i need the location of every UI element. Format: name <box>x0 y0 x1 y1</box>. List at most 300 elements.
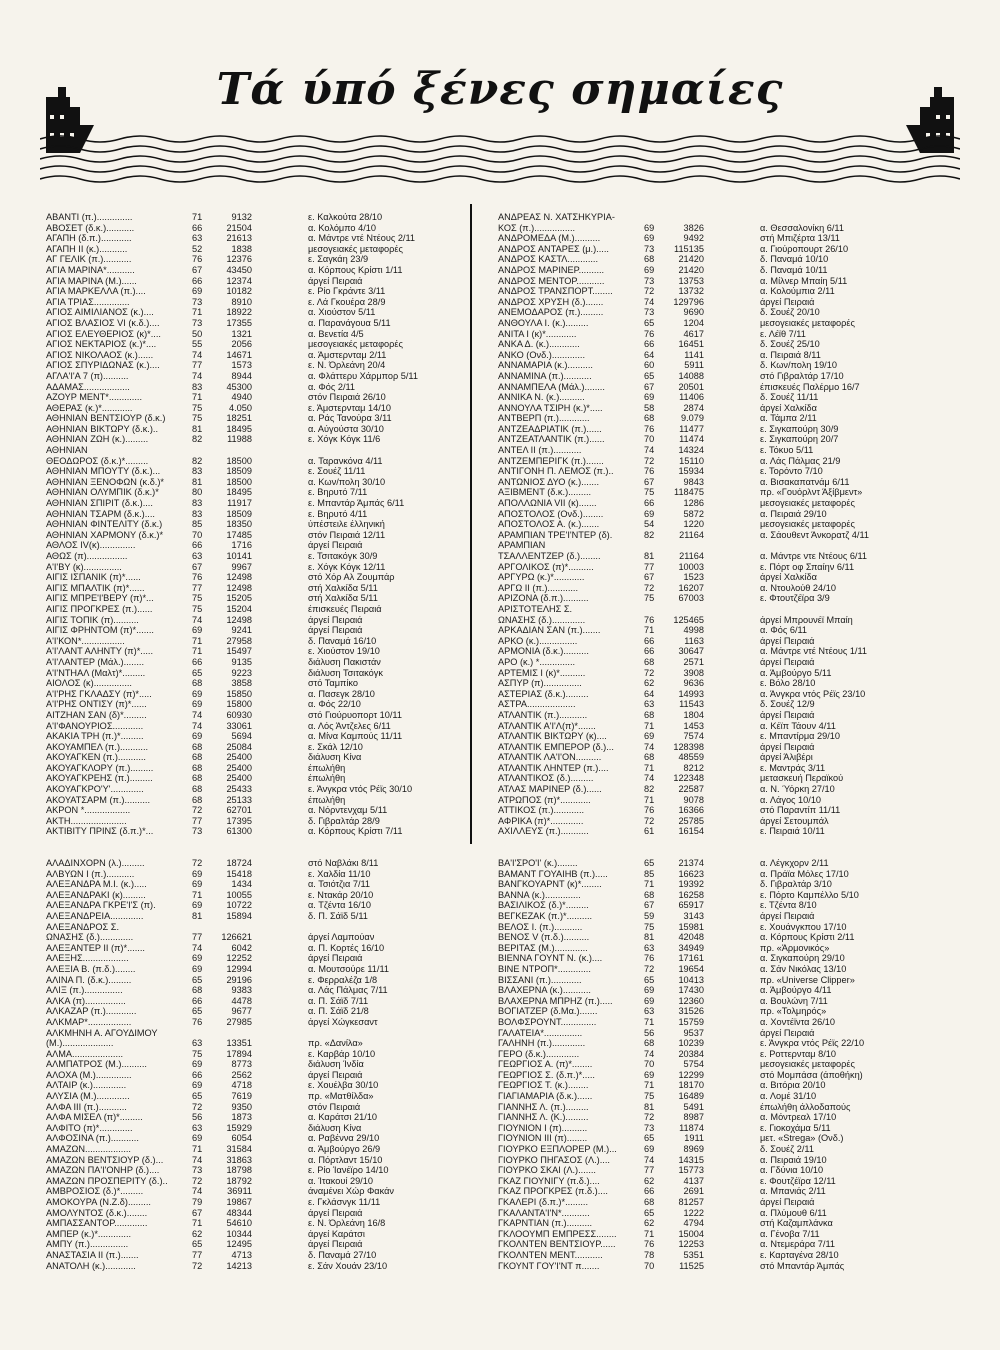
ship-status: ε. Καρβάρ 10/10 <box>308 1048 376 1059</box>
build-year: 81 <box>192 910 203 921</box>
ship-name: ΑΓΙΑ ΜΑΡΙΝΑ (Μ.)...... <box>46 275 137 286</box>
ship-entry-row <box>498 689 958 700</box>
tonnage: 14324 <box>678 445 704 456</box>
ship-name: ΑΡΚΟ (κ.)............... <box>498 635 578 646</box>
ship-entry-row <box>498 265 958 276</box>
ship-name: ΒΟΓΙΑΤΖΕΡ (δ.Μα.)....... <box>498 1006 598 1017</box>
ship-entry-row <box>498 943 958 954</box>
build-year: 76 <box>644 1239 655 1250</box>
ship-entry-row <box>498 1133 958 1144</box>
ship-status: α. Μάντρε ντέ Ντέους 1/11 <box>760 646 868 657</box>
ship-entry-row <box>498 360 958 371</box>
ship-entry-row <box>46 456 466 467</box>
build-year: 62 <box>644 1218 655 1229</box>
build-year: 69 <box>192 868 203 879</box>
ship-name: ΑΘΗΝΙΑΝ ΒΙΚΤΩΡΥ (δ.κ.).. <box>46 423 159 434</box>
build-year: 85 <box>192 519 203 530</box>
ship-entry-row <box>46 244 466 255</box>
ship-name: ΑΝΤΕΛ ΙΙ (π.)........... <box>498 445 582 456</box>
build-year: 68 <box>644 254 655 265</box>
tonnage: 17430 <box>678 985 704 996</box>
ship-name: Α'Ι'ΛΑΝΤΕΡ (Μάλ.)........ <box>46 656 144 667</box>
wave-lines <box>40 136 960 182</box>
tonnage: 15004 <box>678 1228 704 1239</box>
build-year: 71 <box>192 1144 203 1155</box>
ship-status: α. Π. Σάϊδ 7/11 <box>308 995 369 1006</box>
build-year: 66 <box>644 498 655 509</box>
ship-status: α. Λός Άντζελες 6/11 <box>308 720 391 731</box>
tonnage: 4940 <box>231 392 252 403</box>
tonnage: 11477 <box>679 423 704 434</box>
tonnage: 15929 <box>226 1122 252 1133</box>
ship-name: ΑΓΑΠΗ ΙΙ (κ.)........... <box>46 243 128 254</box>
ship-entry-row <box>46 879 466 890</box>
build-year: 71 <box>644 1228 655 1239</box>
ship-entry-row <box>46 1006 466 1017</box>
tonnage: 2056 <box>231 339 252 350</box>
ship-status: άργεί Πειραιά <box>308 1239 363 1250</box>
tonnage: 27958 <box>226 635 252 646</box>
ship-status: ε. Ρίο Γκράντε 3/11 <box>308 286 386 297</box>
right-ship-bow-icon <box>906 87 954 153</box>
ship-entry-row <box>498 784 958 795</box>
build-year: 63 <box>192 551 203 561</box>
ship-entry-row <box>46 805 466 816</box>
build-year: 82 <box>644 529 655 540</box>
ship-entry-row <box>498 1229 958 1240</box>
ship-entry-row <box>46 329 466 340</box>
ship-entry-row <box>498 678 958 689</box>
build-year: 69 <box>192 963 203 974</box>
build-year: 74 <box>192 1154 203 1165</box>
ship-name: ΑΡΙΣΤΟΤΕΛΗΣ Σ. <box>498 603 573 614</box>
ship-name: ΑΝΔΡΟΜΕΔΑ (Μ.).......... <box>498 233 601 244</box>
ship-name: ΚΟΣ (π.)................ <box>498 222 576 233</box>
tonnage: 9967 <box>231 561 252 572</box>
tonnage: 1804 <box>683 709 704 720</box>
ship-status: α. Λέγκχορν 2/11 <box>760 858 829 868</box>
ship-name: ΑΠΟΣΤΟΛΟΣ (Ονδ.)........ <box>498 508 604 519</box>
ship-name: ΓΙΟΥΡΚΟ ΕΞΠΛΟΡΕΡ (Μ.)... <box>498 1144 617 1155</box>
tonnage: 18350 <box>226 519 252 530</box>
ship-entry-row <box>46 519 466 530</box>
ship-status: έπωλήθη <box>308 762 346 773</box>
tonnage: 13732 <box>678 286 704 297</box>
build-year: 83 <box>192 381 203 392</box>
tonnage: 81257 <box>678 1197 704 1207</box>
ship-entry-row <box>498 975 958 986</box>
ship-name: ΑΛΕΞΙΑ Β. (π.δ.)........ <box>46 963 136 974</box>
tonnage: 31863 <box>226 1154 252 1165</box>
ship-entry-row <box>46 445 466 456</box>
build-year: 71 <box>644 762 655 773</box>
tonnage: 60930 <box>226 709 252 720</box>
build-year: 65 <box>192 1091 203 1102</box>
build-year: 79 <box>192 1197 203 1207</box>
tonnage: 25433 <box>226 784 252 795</box>
ship-entry-row <box>46 731 466 742</box>
ship-status: α. Αύγούστα 30/10 <box>308 423 384 434</box>
ship-entry-row <box>498 763 958 774</box>
build-year: 73 <box>192 296 203 307</box>
ship-entry-row <box>498 297 958 308</box>
build-year: 66 <box>192 656 203 667</box>
tonnage: 4137 <box>683 1175 704 1186</box>
ship-entry-row <box>46 233 466 244</box>
ship-status: διάλυση Κίνα <box>308 1122 362 1133</box>
tonnage: 19867 <box>226 1197 252 1207</box>
ship-status: διάλυση Ίνδία <box>308 1059 364 1070</box>
ship-entry-row <box>46 223 466 234</box>
ship-status: α. Θεσσαλονίκη 6/11 <box>760 222 844 233</box>
ship-status: α. Σιγκαπούρη 29/10 <box>760 953 845 964</box>
tonnage: 1873 <box>231 1112 252 1123</box>
ship-status: άργεί Πειραιά <box>760 1027 815 1038</box>
ship-name: ΑΒΟΣΕΤ (δ.κ.)........... <box>46 222 135 233</box>
ship-status: στόν Πειραιά <box>308 1101 361 1112</box>
build-year: 69 <box>644 233 655 244</box>
tonnage: 9.079 <box>681 413 704 424</box>
ship-name: ΓΚΟΛΝΤΕΝ ΒΕΝΤΣΙΟΥΡ...... <box>498 1239 616 1250</box>
tonnage: 15205 <box>226 593 252 604</box>
ship-status: δ. Σουέζ 25/10 <box>760 339 820 350</box>
ship-name: ΒΟΛΦΣΡΟΥΝΤ.............. <box>498 1016 597 1027</box>
tonnage: 4617 <box>683 328 704 339</box>
build-year: 66 <box>644 646 655 657</box>
ship-entry-row <box>46 1144 466 1155</box>
tonnage: 128398 <box>673 741 704 752</box>
ship-status: α. Άμβούργο 26/9 <box>308 1144 381 1155</box>
ship-name: ΑΚΟΥΑΓΚΕΝ (π.)........... <box>46 752 146 763</box>
tonnage: 21504 <box>226 222 252 233</box>
ship-status: άργεί Πειραιά <box>308 1207 363 1218</box>
ship-name: ΑΛΥΣΙΑ (Μ.)............. <box>46 1091 130 1102</box>
ship-status: άργεί Πειραιά <box>760 910 815 921</box>
build-year: 72 <box>192 1175 203 1186</box>
build-year: 66 <box>644 635 655 646</box>
ship-entry-row <box>498 466 958 477</box>
ship-name: ΩΝΑΣΗΣ (δ.)............. <box>46 932 134 943</box>
ship-entry-row <box>46 1123 466 1134</box>
build-year: 69 <box>644 392 655 403</box>
tonnage: 30647 <box>678 646 704 657</box>
ship-status: μεσογειακές μεταφορές <box>760 317 855 328</box>
tonnage: 15204 <box>226 603 252 614</box>
ship-status: α. Πειραιά 8/11 <box>760 349 821 360</box>
ship-status: α. Χοντέϊντα 26/10 <box>760 1016 835 1027</box>
build-year: 66 <box>192 222 203 233</box>
build-year: 75 <box>192 413 203 424</box>
build-year: 73 <box>644 243 655 254</box>
ship-list-top-left <box>46 212 466 837</box>
build-year: 68 <box>644 709 655 720</box>
build-year: 68 <box>192 678 203 689</box>
build-year: 74 <box>192 709 203 720</box>
ship-name: ΑΓΑΠΗ (δ.π.)............ <box>46 233 132 244</box>
page-title: Τά ύπό ξένες σημαίες <box>216 64 784 115</box>
ship-entry-row <box>498 233 958 244</box>
ship-name: ΑΘΛΟΣ IV(κ).............. <box>46 540 136 551</box>
ship-name: ΑΡΑΜΠΙΑΝ <box>498 540 546 551</box>
ship-entry-row <box>498 1186 958 1197</box>
ship-entry-row <box>46 265 466 276</box>
ship-entry-row <box>46 562 466 573</box>
ship-entry-row <box>46 339 466 350</box>
ship-status: ε. Τζέντα 8/10 <box>760 900 817 911</box>
ship-entry-row <box>498 900 958 911</box>
build-year: 71 <box>644 879 655 890</box>
ship-status: έπισκευές Πειραιά <box>308 603 382 614</box>
ship-entry-row <box>498 307 958 318</box>
tonnage: 62701 <box>226 805 252 816</box>
ship-name: ΒΕΡΙΤΑΣ (Μ.)............. <box>498 942 588 953</box>
ship-entry-row <box>46 1059 466 1070</box>
ship-name: ΑΜΒΡΟΣΙΟΣ (δ.)*......... <box>46 1186 144 1197</box>
ship-entry-row <box>498 424 958 435</box>
tonnage: 31526 <box>678 1006 704 1017</box>
ship-status: ε. Σουέζ 11/11 <box>308 466 366 477</box>
tonnage: 19392 <box>678 879 704 890</box>
tonnage: 12495 <box>226 1239 252 1250</box>
build-year: 61 <box>644 826 655 837</box>
ship-status: μεσογειακές μεταφορές <box>308 339 403 350</box>
ship-name: ΑΜΑΖΩΝ ΠΡΟΣΠΕΡΙΤΥ (δ.).. <box>46 1175 168 1186</box>
ship-name: ΑΛΦΟΣΙΝΑ (π.)........... <box>46 1133 139 1144</box>
tonnage: 21164 <box>679 551 704 561</box>
ship-status: στό Μπαντάρ Άμπάς <box>760 1260 845 1271</box>
build-year: 78 <box>644 1249 655 1260</box>
ship-name: ΑΜΠΕΡ (κ.)*............. <box>46 1228 132 1239</box>
ship-name: ΑΘΕΡΑΣ (κ.)*............ <box>46 402 133 413</box>
ship-entry-row <box>46 1112 466 1123</box>
ship-entry-row <box>46 964 466 975</box>
tonnage: 13351 <box>226 1038 252 1049</box>
tonnage: 2562 <box>231 1069 252 1080</box>
tonnage: 1204 <box>683 317 704 328</box>
ship-status: άργεί Πειραιά <box>760 656 815 667</box>
build-year: 69 <box>192 625 203 636</box>
ship-name: ΑΛΤΑΙΡ (κ.)............. <box>46 1080 127 1091</box>
ship-name: ΑΘΗΝΙΑΝ <box>46 445 88 456</box>
tonnage: 67003 <box>678 593 704 604</box>
ship-status: διάλυση Τσιτακόγκ <box>308 667 383 678</box>
ship-name: ΑΓΙΟΣ ΝΕΚΤΑΡΙΟΣ (κ.)*.... <box>46 339 157 350</box>
ship-entry-row <box>46 1017 466 1028</box>
build-year: 66 <box>644 339 655 350</box>
tonnage: 11406 <box>679 392 704 403</box>
ship-name: ΩΝΑΣΗΣ (δ.)............. <box>498 614 586 625</box>
ship-status: α. Γένοβα 7/11 <box>760 1228 820 1239</box>
ship-name: ΑΚΟΥΑΜΠΕΛ (π.)........... <box>46 741 149 752</box>
tonnage: 25133 <box>226 794 252 805</box>
tonnage: 11917 <box>227 498 252 509</box>
tonnage: 3143 <box>683 910 704 921</box>
ship-name: ΑΣΤΡΑ................... <box>498 699 576 710</box>
ship-entry-row <box>498 636 958 647</box>
ship-entry-row <box>46 721 466 732</box>
ship-status: άργεί Πειραιά <box>308 540 363 551</box>
build-year: 81 <box>192 423 203 434</box>
ship-status: ε. Φερραλέζα 1/8 <box>308 974 378 985</box>
ship-entry-row <box>46 466 466 477</box>
tonnage: 15110 <box>679 455 704 466</box>
tonnage: 2571 <box>683 656 704 667</box>
tonnage: 9132 <box>231 212 252 222</box>
ship-name: Α'Ι'ΝΤΗΑΛ (Μαλτ)*......... <box>46 667 146 678</box>
ship-entry-row <box>498 276 958 287</box>
ship-name: ΑΛΕΞΑΝΔΡΟΣ Σ. <box>46 921 120 932</box>
ship-entry-row <box>498 1155 958 1166</box>
ship-entry-row <box>46 932 466 943</box>
ship-status: στό Ναβλάκι 8/11 <box>308 858 379 868</box>
ship-entry-row <box>46 1165 466 1176</box>
ship-name: ΓΑΛΗΝΗ (π.)............. <box>498 1038 586 1049</box>
build-year: 64 <box>644 688 655 699</box>
ship-status: ε. Χόγκ Κόγκ 12/11 <box>308 561 386 572</box>
ship-status: πρ. «Γουόρλντ Άξίβμεντ» <box>760 487 863 498</box>
build-year: 71 <box>644 625 655 636</box>
build-year: 72 <box>644 286 655 297</box>
ship-status: ε. Ντακάρ 20/10 <box>308 889 374 900</box>
ship-name: Α'Ι'ΡΗΣ ΓΚΛΑΔΣΥ (π)*..... <box>46 688 152 699</box>
tonnage: 14315 <box>678 1154 704 1165</box>
tonnage: 48344 <box>226 1207 252 1218</box>
ship-name: ΒΑΝΝΑ (κ.).............. <box>498 889 581 900</box>
build-year: 68 <box>192 773 203 784</box>
ship-status: ε. Τορόντο 7/10 <box>760 466 823 477</box>
ship-entry-row <box>498 371 958 382</box>
ship-name: ΑΡΤΕΜΙΣ Ι (κ)*.......... <box>498 667 586 678</box>
tonnage: 5872 <box>683 508 704 519</box>
ship-entry-row <box>46 975 466 986</box>
ship-entry-row <box>46 593 466 604</box>
ship-entry-row <box>46 413 466 424</box>
build-year: 68 <box>644 656 655 667</box>
ship-status: ε. Βόλο 28/10 <box>760 678 816 689</box>
ship-name: ΑΘΗΝΙΑΝ ΧΑΡΜΟΝΥ (δ.κ.)* <box>46 529 164 540</box>
tonnage: 3826 <box>683 222 704 233</box>
ship-status: α. Μάντρε ντε Ντέους 6/11 <box>760 551 868 561</box>
ship-entry-row <box>498 1059 958 1070</box>
ship-status: α. Κέϊπ Τάουν 4/11 <box>760 720 836 731</box>
tonnage: 2691 <box>683 1186 704 1197</box>
ship-status: α. Κόρπους Κρίστι 1/11 <box>308 264 403 275</box>
ship-status: α. Καράτσι 21/10 <box>308 1112 378 1123</box>
ship-name: ΑΝΝΑΜΙΝΑ (π.)........... <box>498 370 592 381</box>
build-year: 59 <box>644 910 655 921</box>
ship-entry-row <box>498 773 958 784</box>
tonnage: 1222 <box>683 1207 704 1218</box>
ship-status: α. Βιτόρια 20/10 <box>760 1080 826 1091</box>
ship-name: Α'Ι'ΦΑΝΟΥΡΙΟΣ............ <box>46 720 144 731</box>
build-year: 69 <box>192 286 203 297</box>
tonnage: 45300 <box>226 381 252 392</box>
tonnage: 61300 <box>226 826 252 837</box>
ship-name: ΒΕΓΚΕΖΑΚ (π.)*.......... <box>498 910 593 921</box>
ship-name: ΑΝΑΤΟΛΗ (κ.)............ <box>46 1260 136 1271</box>
ship-entry-row <box>498 1197 958 1208</box>
ship-status: άργεί Σετουμπάλ <box>760 815 829 826</box>
tonnage: 9241 <box>231 625 252 636</box>
tonnage: 27985 <box>226 1016 252 1027</box>
tonnage: 11988 <box>227 434 252 445</box>
build-year: 75 <box>192 402 203 413</box>
ship-entry-row <box>46 816 466 827</box>
build-year: 58 <box>644 402 655 413</box>
ship-status: άργεί Πειραιά <box>760 1197 815 1207</box>
ship-entry-row <box>498 858 958 869</box>
ship-name: ΑΡΙΖΟΝΑ (δ.π.).......... <box>498 593 589 604</box>
ship-entry-row <box>498 593 958 604</box>
tonnage: 9492 <box>683 233 704 244</box>
ship-name: ΑΜΑΖΩΝ ΠΑ'Ι'ΟΝΗΡ (δ.).... <box>46 1165 160 1176</box>
build-year: 83 <box>192 508 203 519</box>
ship-name: ΑΓΙΟΣ ΒΛΑΣΙΟΣ VI (κ.δ.).... <box>46 317 160 328</box>
build-year: 60 <box>644 360 655 371</box>
ship-entry-row <box>498 742 958 753</box>
tonnage: 20501 <box>678 381 704 392</box>
build-year: 69 <box>192 1059 203 1070</box>
ship-status: στό Χόρ Αλ Ζουμπάρ <box>308 572 395 583</box>
ship-entry-row <box>46 1229 466 1240</box>
build-year: 75 <box>644 1091 655 1102</box>
tonnage: 48559 <box>678 752 704 763</box>
ship-status: στή Μπιζέρτα 13/11 <box>760 233 840 244</box>
ship-status: δ. Γιβραλτάρ 3/10 <box>760 879 832 890</box>
tonnage: 10141 <box>226 551 252 561</box>
tonnage: 9537 <box>683 1027 704 1038</box>
build-year: 74 <box>644 445 655 456</box>
build-year: 65 <box>644 1207 655 1218</box>
ship-status: ε. Πόρτ οφ Σπαίην 6/11 <box>760 561 855 572</box>
ship-entry-row <box>46 572 466 583</box>
ship-status: α. Κόρπους Κρίστι 7/11 <box>308 826 403 837</box>
ship-status: μεσογειακές μεταφορές <box>760 498 855 509</box>
tonnage: 9223 <box>231 667 252 678</box>
tonnage: 18798 <box>226 1165 252 1176</box>
ship-status: α. Χιούστον 5/11 <box>308 307 376 318</box>
ship-entry-row <box>498 1218 958 1229</box>
tonnage: 18724 <box>226 858 252 868</box>
ship-entry-row <box>498 1080 958 1091</box>
ship-status: α. Λάς Πάλμας 21/9 <box>760 455 841 466</box>
ship-status: ε. Χιούστον 19/10 <box>308 646 380 657</box>
build-year: 67 <box>644 381 655 392</box>
tonnage: 12498 <box>226 582 252 593</box>
ship-status: ε. Ρίο Ίανέϊρο 14/10 <box>308 1165 389 1176</box>
build-year: 67 <box>192 1207 203 1218</box>
tonnage: 9843 <box>683 476 704 487</box>
ship-entry-row <box>46 498 466 509</box>
tonnage: 14993 <box>678 688 704 699</box>
tonnage: 16207 <box>678 582 704 593</box>
ship-status: στόν Πειραιά 26/10 <box>308 392 386 403</box>
ship-status: α. Κολόμπο 4/10 <box>308 222 376 233</box>
tonnage: 21613 <box>226 233 252 244</box>
build-year: 68 <box>644 413 655 424</box>
build-year: 72 <box>192 1260 203 1271</box>
ship-entry-row <box>498 244 958 255</box>
ship-status: α. Παρανάγουα 5/11 <box>308 317 391 328</box>
ship-entry-row <box>46 996 466 1007</box>
ship-name: ΓΚΟΛΝΤΕΝ ΜΕΝΤ........... <box>498 1249 603 1260</box>
ship-status: α. Βουλώνη 7/11 <box>760 995 828 1006</box>
ship-entry-row <box>498 710 958 721</box>
build-year: 77 <box>192 1249 203 1260</box>
ship-status: ε. Καλκούτα 28/10 <box>308 212 383 222</box>
ship-status: α. Κόρπους Κρίστι 2/11 <box>760 932 855 943</box>
build-year: 74 <box>644 1048 655 1059</box>
